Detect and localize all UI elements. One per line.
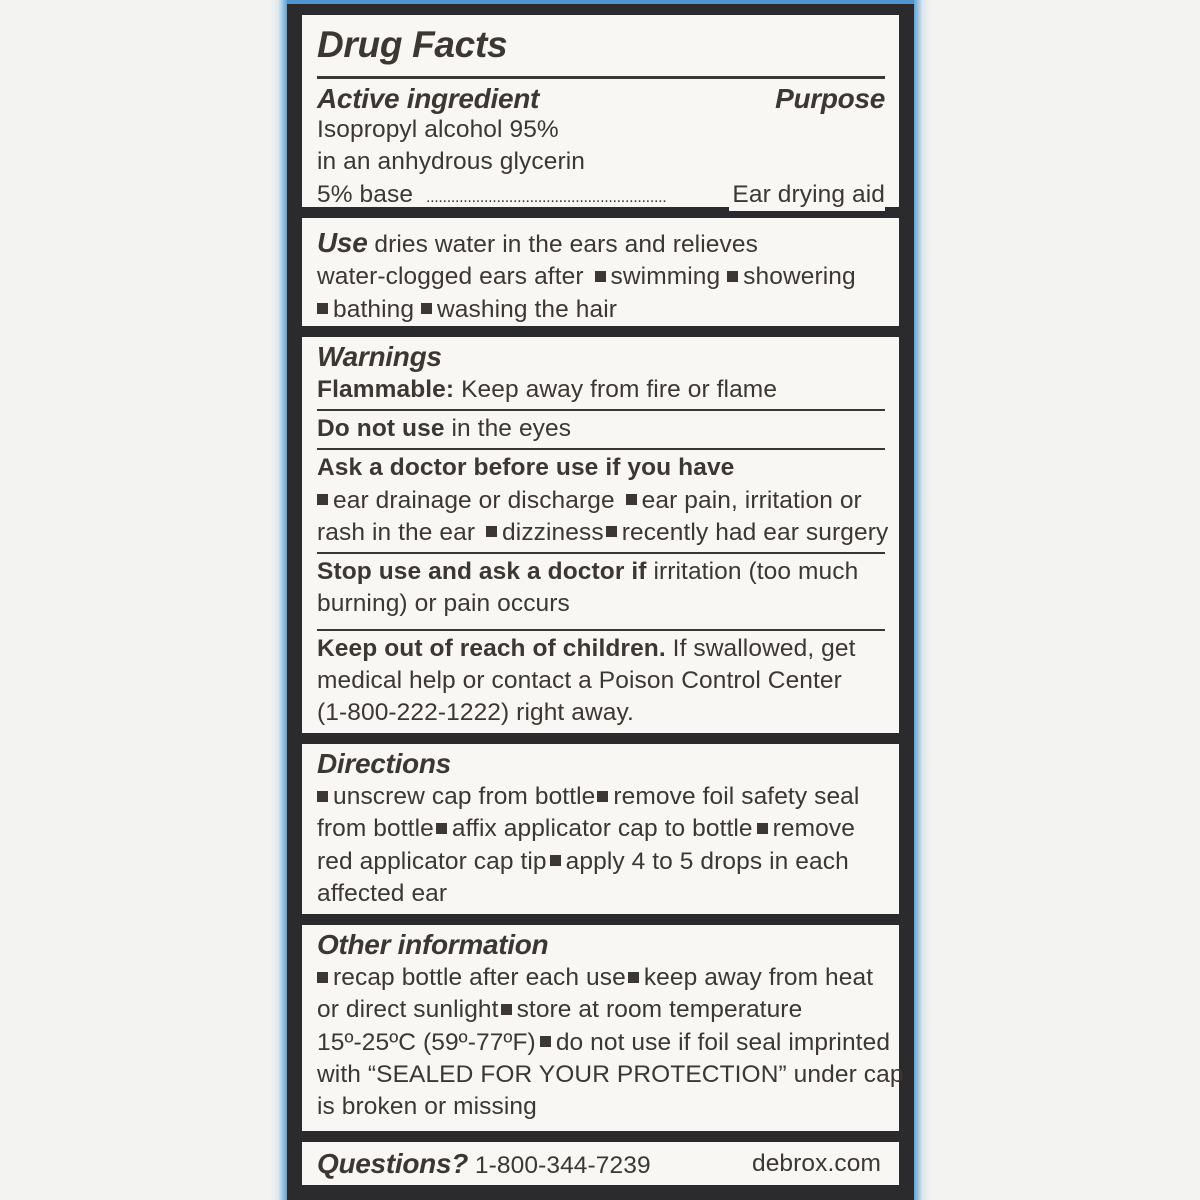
- warnings-rule-1: [317, 409, 885, 411]
- active-ingredient-box: [302, 15, 899, 207]
- directions-line-4: affected ear: [317, 879, 448, 907]
- other-sunlight: or direct sunlight: [317, 996, 499, 1024]
- drug-facts-panel: [287, 4, 914, 1200]
- stop-use-line-2: burning) or pain occurs: [317, 590, 570, 618]
- bullet-icon: [606, 526, 617, 537]
- use-item-showering: showering: [743, 263, 856, 291]
- use-item-bathing: bathing: [333, 295, 415, 323]
- leader-dots: ..........................................................: [425, 188, 667, 206]
- ask-doctor-heading: Ask a doctor before use if you have: [317, 454, 735, 482]
- other-line-2: [317, 994, 885, 1026]
- warnings-heading: Warnings: [317, 341, 442, 372]
- bullet-icon: [757, 823, 768, 834]
- use-line-2: [317, 261, 885, 293]
- keep-out-line-3: (1-800-222-1222) right away.: [317, 699, 634, 727]
- questions-phone: 1-800-344-7239: [468, 1152, 651, 1179]
- ingredient-line-1: Isopropyl alcohol 95%: [317, 116, 559, 143]
- bullet-icon: [317, 494, 328, 505]
- active-ingredient-heading: Active ingredient: [317, 83, 540, 114]
- direction-unscrew: unscrew cap from bottle: [333, 783, 596, 810]
- ingredient-base: 5% base: [317, 180, 414, 208]
- direction-remove-seal: remove foil safety seal: [613, 783, 860, 810]
- ask-item-drainage: ear drainage or discharge: [333, 486, 615, 514]
- direction-from-bottle: from bottle: [317, 815, 434, 843]
- bullet-icon: [540, 1036, 551, 1047]
- questions-line: [317, 1142, 885, 1187]
- other-line-4: with “SEALED FOR YOUR PROTECTION” under cap: [317, 1060, 904, 1088]
- other-temperature-range: 15º-25ºC (59º-77ºF): [317, 1028, 536, 1056]
- directions-box: [302, 744, 899, 914]
- flammable-text: Keep away from fire or flame: [454, 376, 778, 403]
- bullet-icon: [595, 271, 606, 282]
- questions-label: Questions?: [317, 1148, 469, 1179]
- directions-heading: Directions: [317, 748, 451, 779]
- purpose-value: Ear drying aid: [729, 179, 885, 211]
- ask-item-ear-pain: ear pain, irritation or: [641, 486, 862, 514]
- left-background: [0, 0, 287, 1200]
- title-rule: [317, 76, 885, 79]
- direction-apply-drops: apply 4 to 5 drops in each: [565, 847, 849, 875]
- directions-line-2: [317, 813, 885, 845]
- bullet-icon: [626, 494, 637, 505]
- bullet-icon: [317, 972, 328, 983]
- flammable-label: Flammable:: [317, 376, 455, 403]
- use-heading: Use: [317, 227, 368, 258]
- ingredient-line-2: in an anhydrous glycerin: [317, 148, 585, 176]
- bullet-icon: [436, 823, 447, 834]
- bullet-icon: [317, 303, 328, 314]
- warnings-rule-3: [317, 552, 885, 554]
- keep-out-line-1: [317, 633, 885, 665]
- use-box: [302, 218, 899, 326]
- website: debrox.com: [751, 1150, 881, 1177]
- direction-cap-tip: red applicator cap tip: [317, 847, 547, 875]
- directions-line-3: [317, 846, 885, 878]
- ingredient-line-3: [317, 179, 885, 214]
- other-store-room-temp: store at room temperature: [516, 996, 803, 1024]
- purpose-heading: Purpose: [775, 83, 885, 114]
- direction-affix-cap: affix applicator cap to bottle: [451, 815, 753, 843]
- other-keep-away-heat: keep away from heat: [643, 964, 874, 991]
- use-item-washing-hair: washing the hair: [437, 295, 618, 323]
- use-item-swimming: swimming: [610, 263, 721, 291]
- use-text-1: dries water in the ears and relieves: [367, 231, 758, 258]
- stop-use-label: Stop use and ask a doctor if: [317, 558, 647, 586]
- direction-remove: remove: [772, 815, 855, 843]
- ask-item-surgery: recently had ear surgery: [621, 518, 889, 546]
- ask-doctor-line-1: [317, 485, 885, 517]
- other-foil-seal: do not use if foil seal imprinted: [555, 1028, 891, 1056]
- keep-out-line-2: medical help or contact a Poison Control Center: [317, 667, 842, 695]
- use-text-2: water-clogged ears after: [317, 263, 584, 291]
- bullet-icon: [421, 303, 432, 314]
- warnings-box: [302, 337, 899, 733]
- ask-item-dizziness: dizziness: [502, 518, 604, 546]
- other-information-box: [302, 925, 904, 1131]
- stop-use-line-1: [317, 556, 885, 588]
- keep-out-text-1: If swallowed, get: [665, 634, 856, 662]
- flammable-line: [317, 374, 885, 406]
- other-line-1: [317, 962, 885, 994]
- other-recap: recap bottle after each use: [333, 964, 626, 991]
- use-line-3: [317, 294, 885, 326]
- bullet-icon: [727, 271, 738, 282]
- other-information-heading: Other information: [317, 929, 549, 960]
- drug-facts-title: Drug Facts: [317, 24, 508, 65]
- questions-box: [302, 1142, 899, 1185]
- bullet-icon: [501, 1004, 512, 1015]
- bullet-icon: [550, 855, 561, 866]
- other-line-5: is broken or missing: [317, 1093, 537, 1121]
- use-line-1: [317, 227, 885, 261]
- right-background: [914, 0, 1200, 1200]
- warnings-rule-4: [317, 629, 885, 631]
- ask-item-rash: rash in the ear: [317, 518, 476, 546]
- ask-doctor-line-2: [317, 517, 889, 549]
- other-line-3: [317, 1027, 891, 1059]
- bullet-icon: [486, 526, 497, 537]
- bullet-icon: [317, 791, 328, 802]
- stop-use-text-1: irritation (too much: [646, 558, 859, 586]
- keep-out-label: Keep out of reach of children.: [317, 634, 666, 662]
- warnings-rule-2: [317, 448, 885, 450]
- bullet-icon: [597, 791, 608, 802]
- bullet-icon: [628, 972, 639, 983]
- directions-line-1: [317, 781, 885, 813]
- do-not-use-label: Do not use: [317, 415, 445, 442]
- do-not-use-text: in the eyes: [444, 415, 572, 442]
- do-not-use-line: [317, 413, 885, 445]
